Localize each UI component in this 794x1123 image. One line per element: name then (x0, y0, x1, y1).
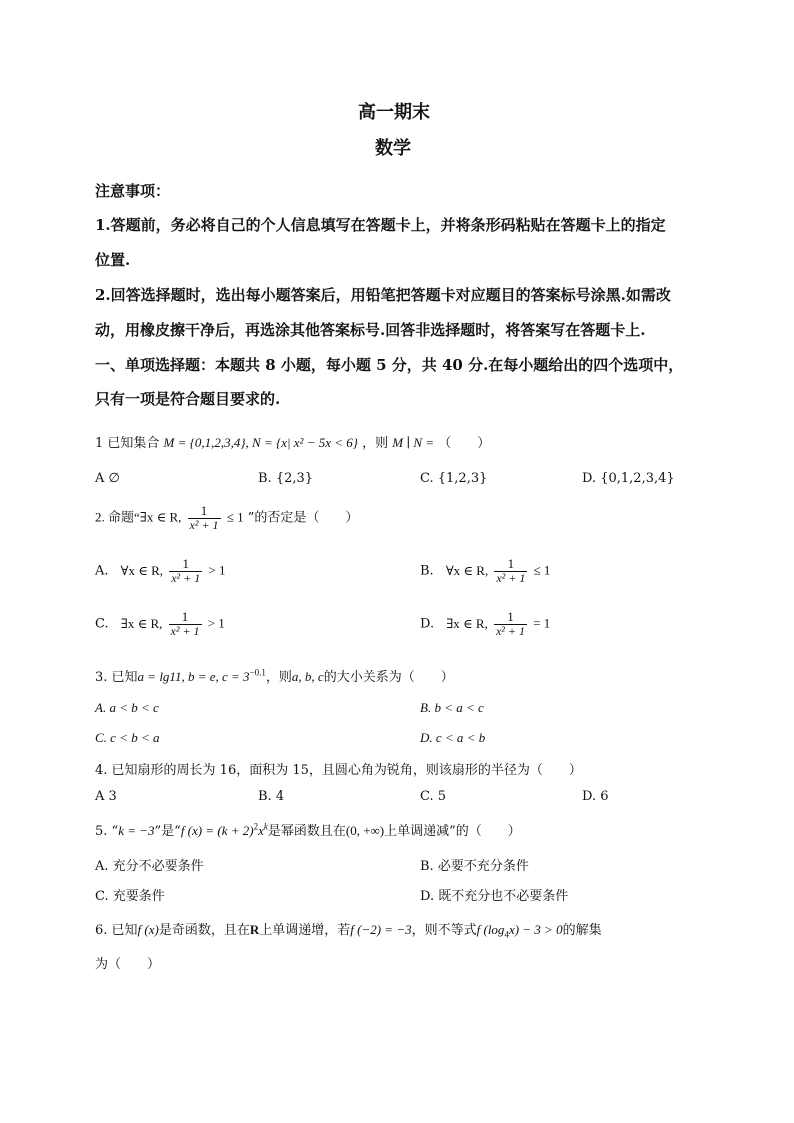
q3-vars: a, b, c (291, 669, 324, 684)
q2-option-a-cmp: > 1 (208, 562, 226, 578)
q5-option-c: C. 充要条件 (95, 889, 165, 904)
question-3 (95, 666, 454, 685)
q2-option-c-cmp: > 1 (207, 615, 225, 631)
q6-line2: 为（ ） (95, 957, 161, 972)
q1-option-b: B. {2,3} (258, 471, 314, 486)
question-4: 4. 已知扇形的周长为 16，面积为 15，且圆心角为锐角，则该扇形的半径为（ ） (95, 763, 582, 778)
q5-text-c: 是幂函数且在 (267, 824, 346, 839)
q3-option-d: D. c < a < b (420, 730, 486, 745)
q2-option-a-den: x² + 1 (171, 571, 201, 586)
q5-x: x (258, 823, 264, 838)
q2-option-c (95, 610, 225, 638)
q6-condition: f (−2) = −3 (350, 922, 412, 937)
q5-text-d: 上单调递减”的（ ） (384, 824, 521, 839)
q2-option-b-num: 1 (507, 556, 515, 571)
q2-option-a-quantifier: ∀x ∈ R, (120, 562, 164, 578)
q3-exponent: −0.1 (249, 667, 266, 678)
q2-option-d-fraction (494, 610, 527, 638)
q1-option-c: C. {1,2,3} (420, 471, 488, 486)
q5-option-a: A. 充分不必要条件 (95, 859, 204, 874)
q2-fraction (188, 504, 221, 532)
q2-frac-den: x² + 1 (189, 518, 219, 533)
q5-k: k = −3 (118, 823, 155, 838)
q2-option-d-num: 1 (507, 609, 514, 624)
q1-paren: （ ） (438, 436, 491, 451)
q6-real-set: R (249, 922, 260, 937)
q2-option-d (420, 610, 550, 638)
q6-text-d: ，则不等式 (411, 923, 477, 938)
q5-function: f (x) = (k + 2) (180, 823, 254, 838)
q4-option-a: A 3 (95, 789, 117, 804)
q2-option-b-cmp: ≤ 1 (533, 562, 551, 578)
q1-sets: M = {0,1,2,3,4}, N = {x| x² − 5x < 6} (163, 435, 358, 450)
q3-text-c: 的大小关系为（ ） (323, 670, 454, 685)
q2-option-c-num: 1 (181, 609, 189, 624)
q3-option-a: A. a < b < c (95, 700, 159, 715)
q1-prefix: 1 已知集合 (95, 436, 160, 451)
q6-text-c: 上单调递增，若 (259, 923, 351, 938)
q4-option-c: C. 5 (420, 789, 447, 804)
q5-square: 2 (253, 821, 259, 832)
q2-option-d-label: D. (420, 616, 435, 632)
q3-option-c: C. c < b < a (95, 730, 160, 745)
q2-frac-num: 1 (200, 503, 208, 518)
q2-option-c-quantifier: ∃x ∈ R, (120, 615, 163, 631)
q6-text-a: 6. 已知 (95, 923, 138, 938)
q5-option-b: B. 必要不充分条件 (420, 859, 529, 874)
notice-item2-line1: 2.回答选择题时，选出每小题答案后，用铅笔把答题卡对应题目的答案标号涂黑.如需改 (95, 286, 671, 304)
notice-item1-line2: 位置. (95, 251, 131, 269)
q5-text-b: ”是“ (154, 824, 181, 839)
q2-prefix: 2. 命题“∃x ∈ R, (95, 509, 182, 525)
q2-option-a-label: A. (95, 563, 109, 579)
section1-line1: 一、单项选择题：本题共 8 小题，每小题 5 分，共 40 分.在每小题给出的四个选项中， (95, 356, 684, 374)
q1-suffix: ，则 (362, 436, 389, 451)
q1-option-a: A ∅ (95, 471, 120, 486)
q6-inequality-b: x) − 3 > 0 (508, 922, 563, 937)
q2-option-b-den: x² + 1 (496, 571, 526, 586)
q2-option-b-quantifier: ∀x ∈ R, (445, 562, 489, 578)
q2-cmp: ≤ 1 (226, 509, 244, 525)
q5-option-d: D. 既不充分也不必要条件 (420, 889, 569, 904)
q6-text-b: 是奇函数，且在 (158, 923, 250, 938)
q5-text-a: 5. “ (95, 824, 119, 839)
q2-option-c-label: C. (95, 616, 109, 632)
q5-interval: (0, +∞) (345, 823, 385, 838)
q2-option-a (95, 557, 225, 585)
q2-option-d-cmp: = 1 (533, 615, 551, 631)
section1-line2: 只有一项是符合题目要求的. (95, 390, 281, 408)
q5-x-exponent: k (263, 821, 268, 832)
question-2 (95, 504, 358, 532)
q2-option-d-quantifier: ∃x ∈ R, (446, 615, 488, 631)
q6-function: f (x) (137, 922, 159, 937)
notice-heading: 注意事项： (95, 182, 171, 200)
q4-option-b: B. 4 (258, 789, 285, 804)
q3-option-b: B. b < a < c (420, 700, 484, 715)
q3-text-a: 3. 已知 (95, 670, 138, 685)
q6-log-base: 4 (504, 929, 509, 940)
q2-option-b-fraction (494, 557, 527, 585)
subject-title: 数学 (375, 138, 411, 159)
q4-option-d: D. 6 (582, 789, 609, 804)
question-5 (95, 820, 521, 839)
q2-option-b (420, 557, 550, 585)
question-6 (95, 919, 602, 940)
q2-option-a-num: 1 (182, 556, 189, 571)
question-1 (95, 432, 490, 451)
q1-option-d: D. {0,1,2,3,4} (582, 471, 675, 486)
q2-option-a-fraction (169, 557, 202, 585)
q3-values: a = lg11, b = e, c = 3 (137, 669, 250, 684)
q2-suffix: ”的否定是（ ） (247, 510, 359, 526)
notice-item1-line1: 1.答题前，务必将自己的个人信息填写在答题卡上，并将条形码粘贴在答题卡上的指定 (95, 216, 666, 234)
q2-option-c-fraction (169, 610, 202, 638)
q1-expr: M ∣ N = (392, 435, 435, 450)
q6-inequality-a: f (log (476, 922, 505, 937)
q2-option-b-label: B. (420, 563, 434, 579)
notice-item2-line2: 动，用橡皮擦干净后，再选涂其他答案标号.回答非选择题时，将答案写在答题卡上. (95, 321, 646, 339)
q2-option-d-den: x² + 1 (495, 624, 526, 639)
q6-text-e: 的解集 (562, 923, 602, 938)
q2-option-c-den: x² + 1 (170, 624, 200, 639)
q3-text-b: ，则 (265, 670, 292, 685)
exam-title: 高一期末 (358, 102, 430, 123)
